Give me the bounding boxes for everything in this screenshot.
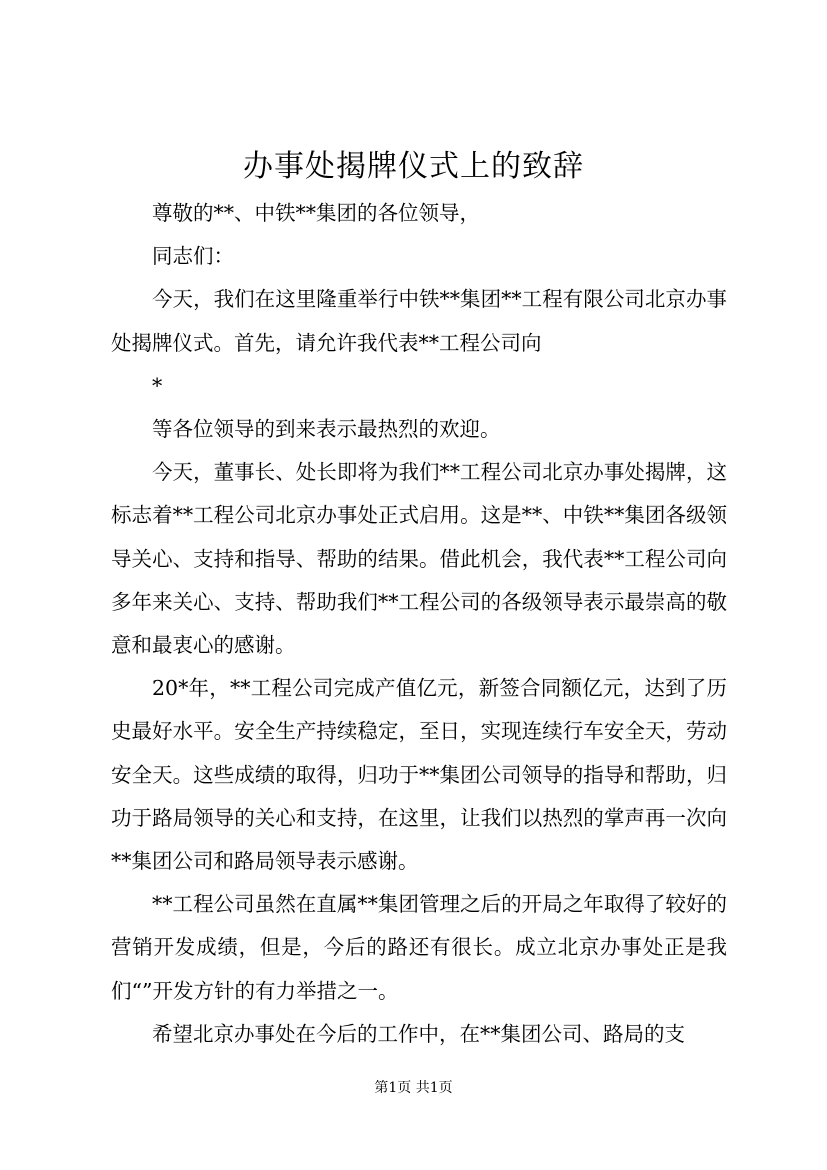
page-footer: 第1页 共1页 (374, 1080, 453, 1096)
paragraph: * (152, 373, 163, 398)
paragraph: 希望北京办事处在今后的工作中，在**集团公司、路局的支 (152, 1021, 685, 1046)
paragraph: 等各位领导的到来表示最热烈的欢迎。 (152, 417, 501, 442)
paragraph: 今天，我们在这里隆重举行中铁**集团**工程有限公司北京办事处揭牌仪式。首先，请允许我代表**工程公司向 (111, 287, 727, 355)
document-title: 办事处揭牌仪式上的致辞 (243, 149, 584, 184)
paragraph: 今天，董事长、处长即将为我们**工程公司北京办事处揭牌，这标志着**工程公司北京办事处正式启用。这是**、中铁**集团各级领导关心、支持和指导、帮助的结果。借此机会，我代表**工程公司向多年来关心、支持、帮助我们**工程公司的各级领导表示最崇高的敬意和最衷心的感谢。 (111, 460, 727, 658)
paragraph-greeting: 同志们： (152, 244, 234, 269)
paragraph: **工程公司虽然在直属**集团管理之后的开局之年取得了较好的营销开发成绩，但是，今后的路还有很长。成立北京办事处正是我们“”开发方针的有力举措之一。 (111, 892, 727, 1003)
paragraph: 20*年，**工程公司完成产值亿元，新签合同额亿元，达到了历史最好水平。安全生产持续稳定，至日，实现连续行车安全天，劳动安全天。这些成绩的取得，归功于**集团公司领导的指导和帮助，归功于路局领导的关心和支持，在这里，让我们以热烈的掌声再一次向**集团公司和路局领导表示感谢。 (111, 676, 727, 874)
document-body (111, 192, 727, 1056)
paragraph-salutation: 尊敬的**、中铁**集团的各位领导， (152, 201, 480, 225)
